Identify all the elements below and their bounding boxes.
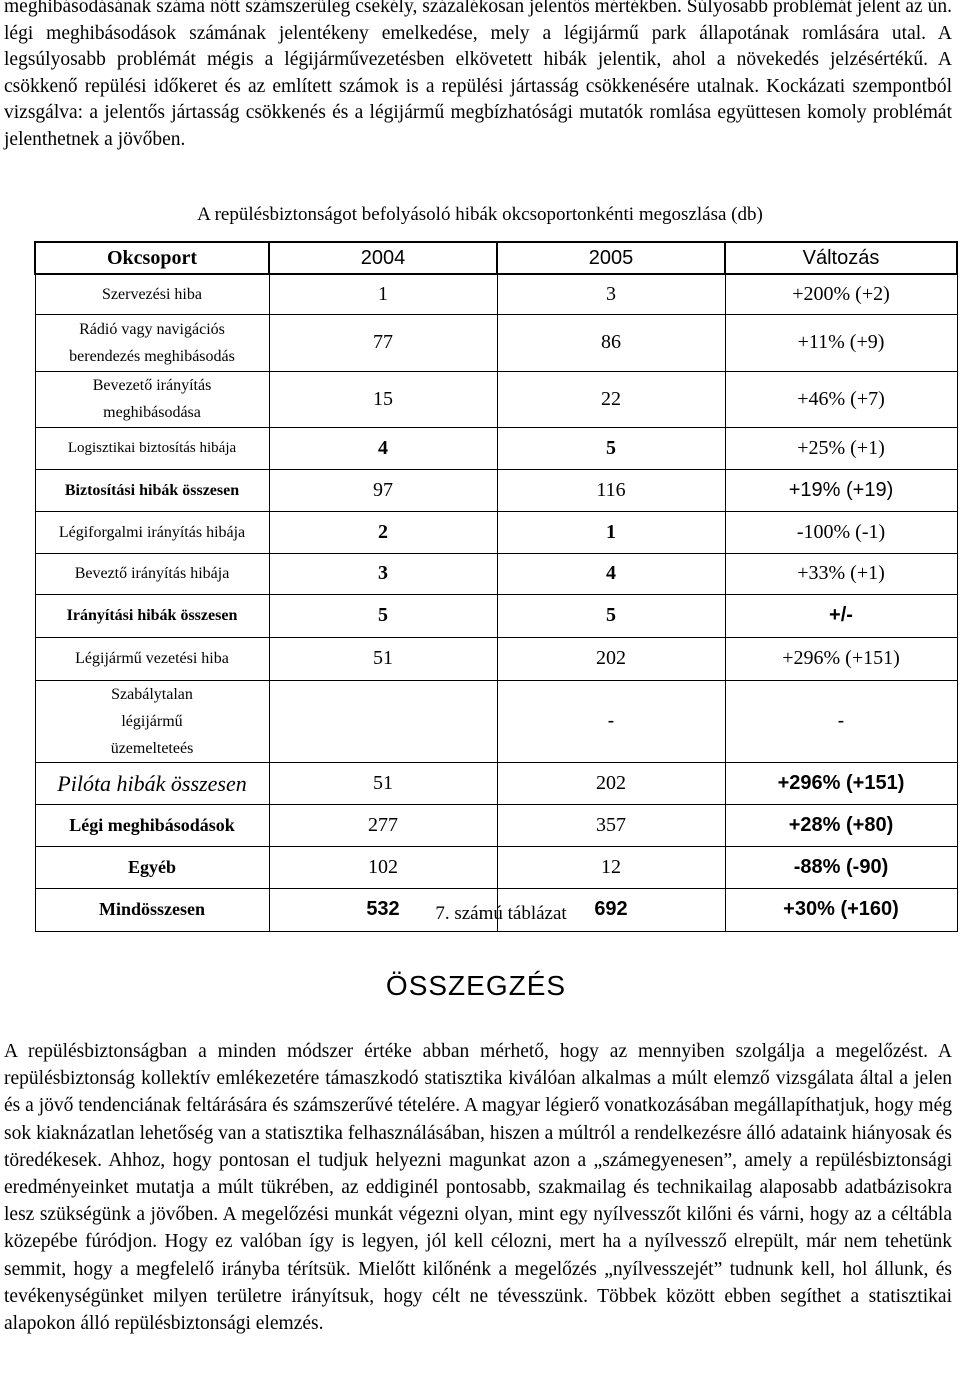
value-2005: 202 xyxy=(497,762,725,804)
value-2005: 357 xyxy=(497,804,725,846)
value-change: +46% (+7) xyxy=(725,371,957,427)
value-change: +30% (+160) xyxy=(725,888,957,931)
table-row xyxy=(35,846,957,888)
header-2004: 2004 xyxy=(269,242,497,274)
table-caption: A repülésbiztonságot befolyásoló hibák okcsoportonkénti megoszlása (db) xyxy=(197,204,763,225)
value-change: +296% (+151) xyxy=(725,637,957,680)
row-label: Szabálytalan légijármű üzemelteteés xyxy=(35,680,269,762)
value-change: +19% (+19) xyxy=(725,469,957,511)
row-label: Légi meghibásodások xyxy=(35,804,269,846)
error-statistics-table xyxy=(34,241,958,932)
table-row xyxy=(35,762,957,804)
value-2004: 277 xyxy=(269,804,497,846)
table-row xyxy=(35,594,957,637)
value-2004: 4 xyxy=(269,427,497,469)
header-valtozas: Változás xyxy=(725,242,957,274)
table-row xyxy=(35,511,957,553)
value-change: -100% (-1) xyxy=(725,511,957,553)
value-2004: 97 xyxy=(269,469,497,511)
value-2004: 102 xyxy=(269,846,497,888)
value-2004: 51 xyxy=(269,762,497,804)
table-row xyxy=(35,427,957,469)
row-label: Egyéb xyxy=(35,846,269,888)
row-label: Szervezési hiba xyxy=(35,274,269,314)
value-2005: 22 xyxy=(497,371,725,427)
value-change: +200% (+2) xyxy=(725,274,957,314)
table-row xyxy=(35,804,957,846)
value-2004: 77 xyxy=(269,314,497,371)
value-2005: 5 xyxy=(497,427,725,469)
value-change: +/- xyxy=(725,594,957,637)
row-label: Logisztikai biztosítás hibája xyxy=(35,427,269,469)
table-row xyxy=(35,680,957,762)
value-2005: 12 xyxy=(497,846,725,888)
table-footnote: 7. számú táblázat xyxy=(435,903,567,924)
table-row xyxy=(35,553,957,594)
value-change: +11% (+9) xyxy=(725,314,957,371)
header-2005: 2005 xyxy=(497,242,725,274)
row-label: Irányítási hibák összesen xyxy=(35,594,269,637)
value-2005: 692 xyxy=(497,888,725,931)
value-2005: - xyxy=(497,680,725,762)
row-label: Rádió vagy navigációs berendezés meghibásodás xyxy=(35,314,269,371)
value-2004: 3 xyxy=(269,553,497,594)
value-change: - xyxy=(725,680,957,762)
value-2004: 1 xyxy=(269,274,497,314)
value-2005: 86 xyxy=(497,314,725,371)
value-2004: 5 xyxy=(269,594,497,637)
summary-paragraph: A repülésbiztonságban a minden módszer értéke abban mérhető, hogy az mennyiben szolgálja a megelőzést. A repülésbiztonság kollektív emlékezetére támaszkodó statisztika kiválóan alkalmas a múlt elemző vizsgálata által a jelen és a jövő tendenciának feltárására és számszerűvé tételére. A magyar légierő vonatkozásában megállapíthatjuk, hogy még sok kiaknázatlan lehetőség van a statisztika felhasználásában, hiszen a múltról a rendelkezésre álló adataink hiányosak és töredékesek. Ahhoz, hogy pontosan el tudjuk helyezni magunkat azon a „számegyenesen”, amely a repülésbiztonsági eredményeinket mutatja a múlt tükrében, az eddiginél pontosabb, szakmailag és technikailag alaposabb adatbázisokra lesz szükségünk a jövőben. A megelőzési munkát végezni olyan, mint egy nyílvesszőt kilőni és várni, hogy az a céltábla közepébe fúródjon. Hogy ez valóban így is legyen, jól kell célozni, mert ha a nyílvessző elrepült, már nem tehetünk semmit, hogy a megfelelő irányba térítsük. Mielőtt kilőnénk a megelőzés „nyílvesszejét” tudnunk kell, hol állunk, és tevékenységünket milyen területre irányítsuk, hogy célt ne tévesszünk. Többek között ebben segíthet a statisztikai alapokon álló repülésbiztonsági elemzés. xyxy=(4,1041,952,1335)
value-2004: 15 xyxy=(269,371,497,427)
value-change: -88% (-90) xyxy=(725,846,957,888)
table-header-row xyxy=(35,242,957,274)
section-heading: ÖSSZEGZÉS xyxy=(385,970,567,1001)
row-label: Mindösszesen xyxy=(35,888,269,931)
value-change: +25% (+1) xyxy=(725,427,957,469)
value-change: +33% (+1) xyxy=(725,553,957,594)
row-label: Biztosítási hibák összesen xyxy=(35,469,269,511)
value-2004: 51 xyxy=(269,637,497,680)
value-2005: 3 xyxy=(497,274,725,314)
row-label: Légijármű vezetési hiba xyxy=(35,637,269,680)
table-row xyxy=(35,469,957,511)
table-row xyxy=(35,371,957,427)
value-2005: 5 xyxy=(497,594,725,637)
table-row xyxy=(35,637,957,680)
value-change: +296% (+151) xyxy=(725,762,957,804)
value-2005: 116 xyxy=(497,469,725,511)
row-label: Beveztő irányítás hibája xyxy=(35,553,269,594)
value-2004: 2 xyxy=(269,511,497,553)
row-label: Bevezető irányítás meghibásodása xyxy=(35,371,269,427)
row-label: Pilóta hibák összesen xyxy=(35,762,269,804)
value-2004: 532 xyxy=(269,888,497,931)
value-change: +28% (+80) xyxy=(725,804,957,846)
row-label: Légiforgalmi irányítás hibája xyxy=(35,511,269,553)
table-row xyxy=(35,314,957,371)
value-2005: 1 xyxy=(497,511,725,553)
value-2004 xyxy=(269,680,497,762)
header-okcsoport: Okcsoport xyxy=(35,242,269,274)
value-2005: 202 xyxy=(497,637,725,680)
table-row xyxy=(35,274,957,314)
intro-paragraph: meghibásodásának száma nőtt számszerűleg csekély, százalékosan jelentős mértékben. Súlyosabb problémát jelent az ún. légi meghibásodások számának jelentékeny emelkedése, mely a légijármű park állapotának romlására utal. A legsúlyosabb problémát mégis a légijárművezetésben elkövetett hibák jelentik, ahol a növekedés jelzésértékű. A csökkenő repülési időkeret és az említett számok is a repülési jártasság csökkenésére utalnak. Kockázati szempontból vizsgálva: a jelentős jártasság csökkenés és a légijármű megbízhatósági mutatók romlása együttesen komoly problémát jelenthetnek a jövőben. xyxy=(4,0,952,150)
value-2005: 4 xyxy=(497,553,725,594)
